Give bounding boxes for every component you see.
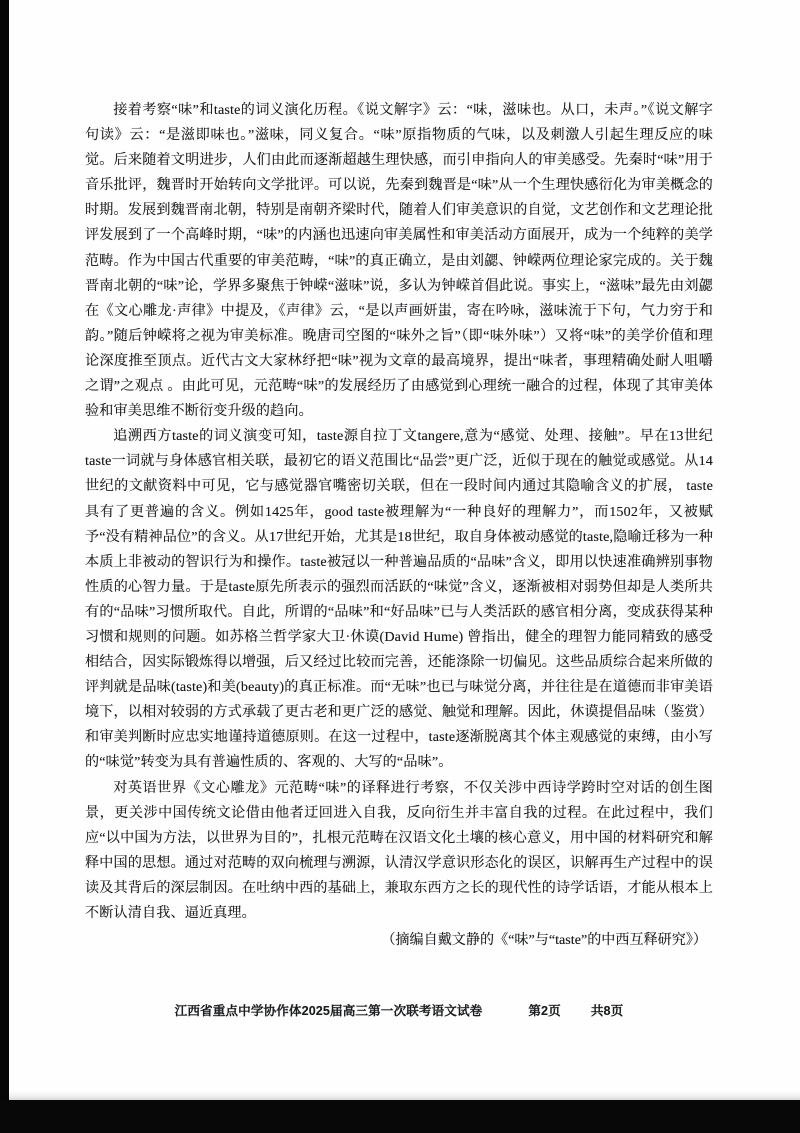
paragraph-3: 对英语世界《文心雕龙》元范畴“味”的译释进行考察，不仅关涉中西诗学跨时空对话的创生图景，更关涉中国传统文论借由他者迂回进入自我，反向衍生并丰富自我的过程。在此过程中，我们应“以中国为方法，以世界为目的”，扎根元范畴在汉语文化土壤的核心意义，用中国的材料研究和解释中国的思想。通过对范畴的双向梳理与溯源，认清汉学意识形态化的误区，识解再生产过程中的误读及其背后的深层制因。在吐纳中西的基础上，兼取东西方之长的现代性的诗学话语，才能从根本上不断认清自我、逼近真理。 <box>85 779 713 921</box>
paragraph-2: 追溯西方taste的词义演变可知，taste源自拉丁文tangere,意为“感觉、处理、接触”。早在13世纪taste一词就与身体感官相关联，最初它的语义范围比“品尝”更广泛，近似于现在的触觉或感觉。从14世纪的文献资料中可见，它与感觉器官嘴密切关联，但在一段时间内通过其隐喻含义的扩展， taste具有了更普遍的含义。例如1425年，good taste被理解为“一种良好的理解力”，而1502年，又被赋予“没有精神品位”的含义。从17世纪开始，尤其是18世纪，取自身体被动感觉的taste,隐喻迁移为一种本质上非被动的智识行为和操作。taste被冠以一种普遍品质的“品味”含义，即用以快速准确辨别事物性质的心智力量。于是taste原先所表示的强烈而活跃的“味觉”含义，逐渐被相对弱势但却是人类所共有的“品味”习惯所取代。自此，所谓的“品味”和“好品味”已与人类活跃的感官相分离，变成获得某种习惯和规则的问题。如苏格兰哲学家大卫·休谟(David Hume) 曾指出，健全的理智力能同精致的感受相结合，因实际锻炼得以增强，后又经过比较而完善，还能涤除一切偏见。这些品质综合起来所做的评判就是品味(taste)和美(beauty)的真正标准。而“无味”也已与味觉分离，并往往是在道德而非审美语境下，以相对较弱的方式承载了更古老和更广泛的感觉、触觉和理解。因此，休谟提倡品味（鉴赏）和审美判断时应忠实地谨持道德原则。在这一过程中，taste逐渐脱离其个体主观感觉的束缚，由小写的“味觉”转变为具有普遍性质的、客观的、大写的“品味”。 <box>85 428 713 771</box>
source-attribution: （摘编自戴文静的《“味”与“taste”的中西互释研究》） <box>381 932 707 949</box>
scan-edge-artifact-bottom <box>0 1100 800 1133</box>
document-body <box>85 98 713 953</box>
footer-page-total: 共8页 <box>590 1004 624 1018</box>
paper-sheet <box>9 0 800 1100</box>
page-footer <box>85 1000 713 1019</box>
scan-fade-artifact <box>9 1090 800 1100</box>
paragraph-1: 接着考察“味”和taste的词义演化历程。《说文解字》云：“味，滋味也。从口，未声。”《说文解字句读》云：“是滋即味也。”滋味，同义复合。“味”原指物质的气味，以及刺激人引起生理反应的味觉。后来随着文明进步，人们由此而逐渐超越生理快感，而引申指向人的审美感受。先秦时“味”用于音乐批评，魏晋时开始转向文学批评。可以说，先秦到魏晋是“味”从一个生理快感衍化为审美概念的时期。发展到魏晋南北朝，特别是南朝齐梁时代，随着人们审美意识的自觉，文艺创作和文艺理论批评发展到了一个高峰时期，“味”的内涵也迅速向审美属性和审美活动方面展开，成为一个纯粹的美学范畴。作为中国古代重要的审美范畴，“味”的真正确立，是由刘勰、钟嵘两位理论家完成的。关于魏晋南北朝的“味”论，学界多聚焦于钟嵘“滋味”说，多认为钟嵘首倡此说。事实上，“滋味”最先由刘勰在《文心雕龙·声律》中提及，《声律》云，“是以声画妍蚩，寄在吟咏，滋味流于下句，气力穷于和韵。”随后钟嵘将之视为审美标准。晚唐司空图的“味外之旨”（即“味外味”）又将“味”的美学价值和理论深度推至顶点。近代古文大家林纾把“味”视为文章的最高境界，提出“味者，事理精确处耐人咀嚼之谓”之观点 。由此可见，元范畴“味”的发展经历了由感觉到心理统一融合的过程，体现了其审美体验和审美思维不断衍变升级的趋向。 <box>85 102 714 420</box>
footer-exam-title: 江西省重点中学协作体2025届高三第一次联考语文试卷 <box>174 1004 483 1018</box>
scan-edge-artifact-left <box>0 0 9 1133</box>
footer-page-number: 第2页 <box>528 1004 561 1018</box>
